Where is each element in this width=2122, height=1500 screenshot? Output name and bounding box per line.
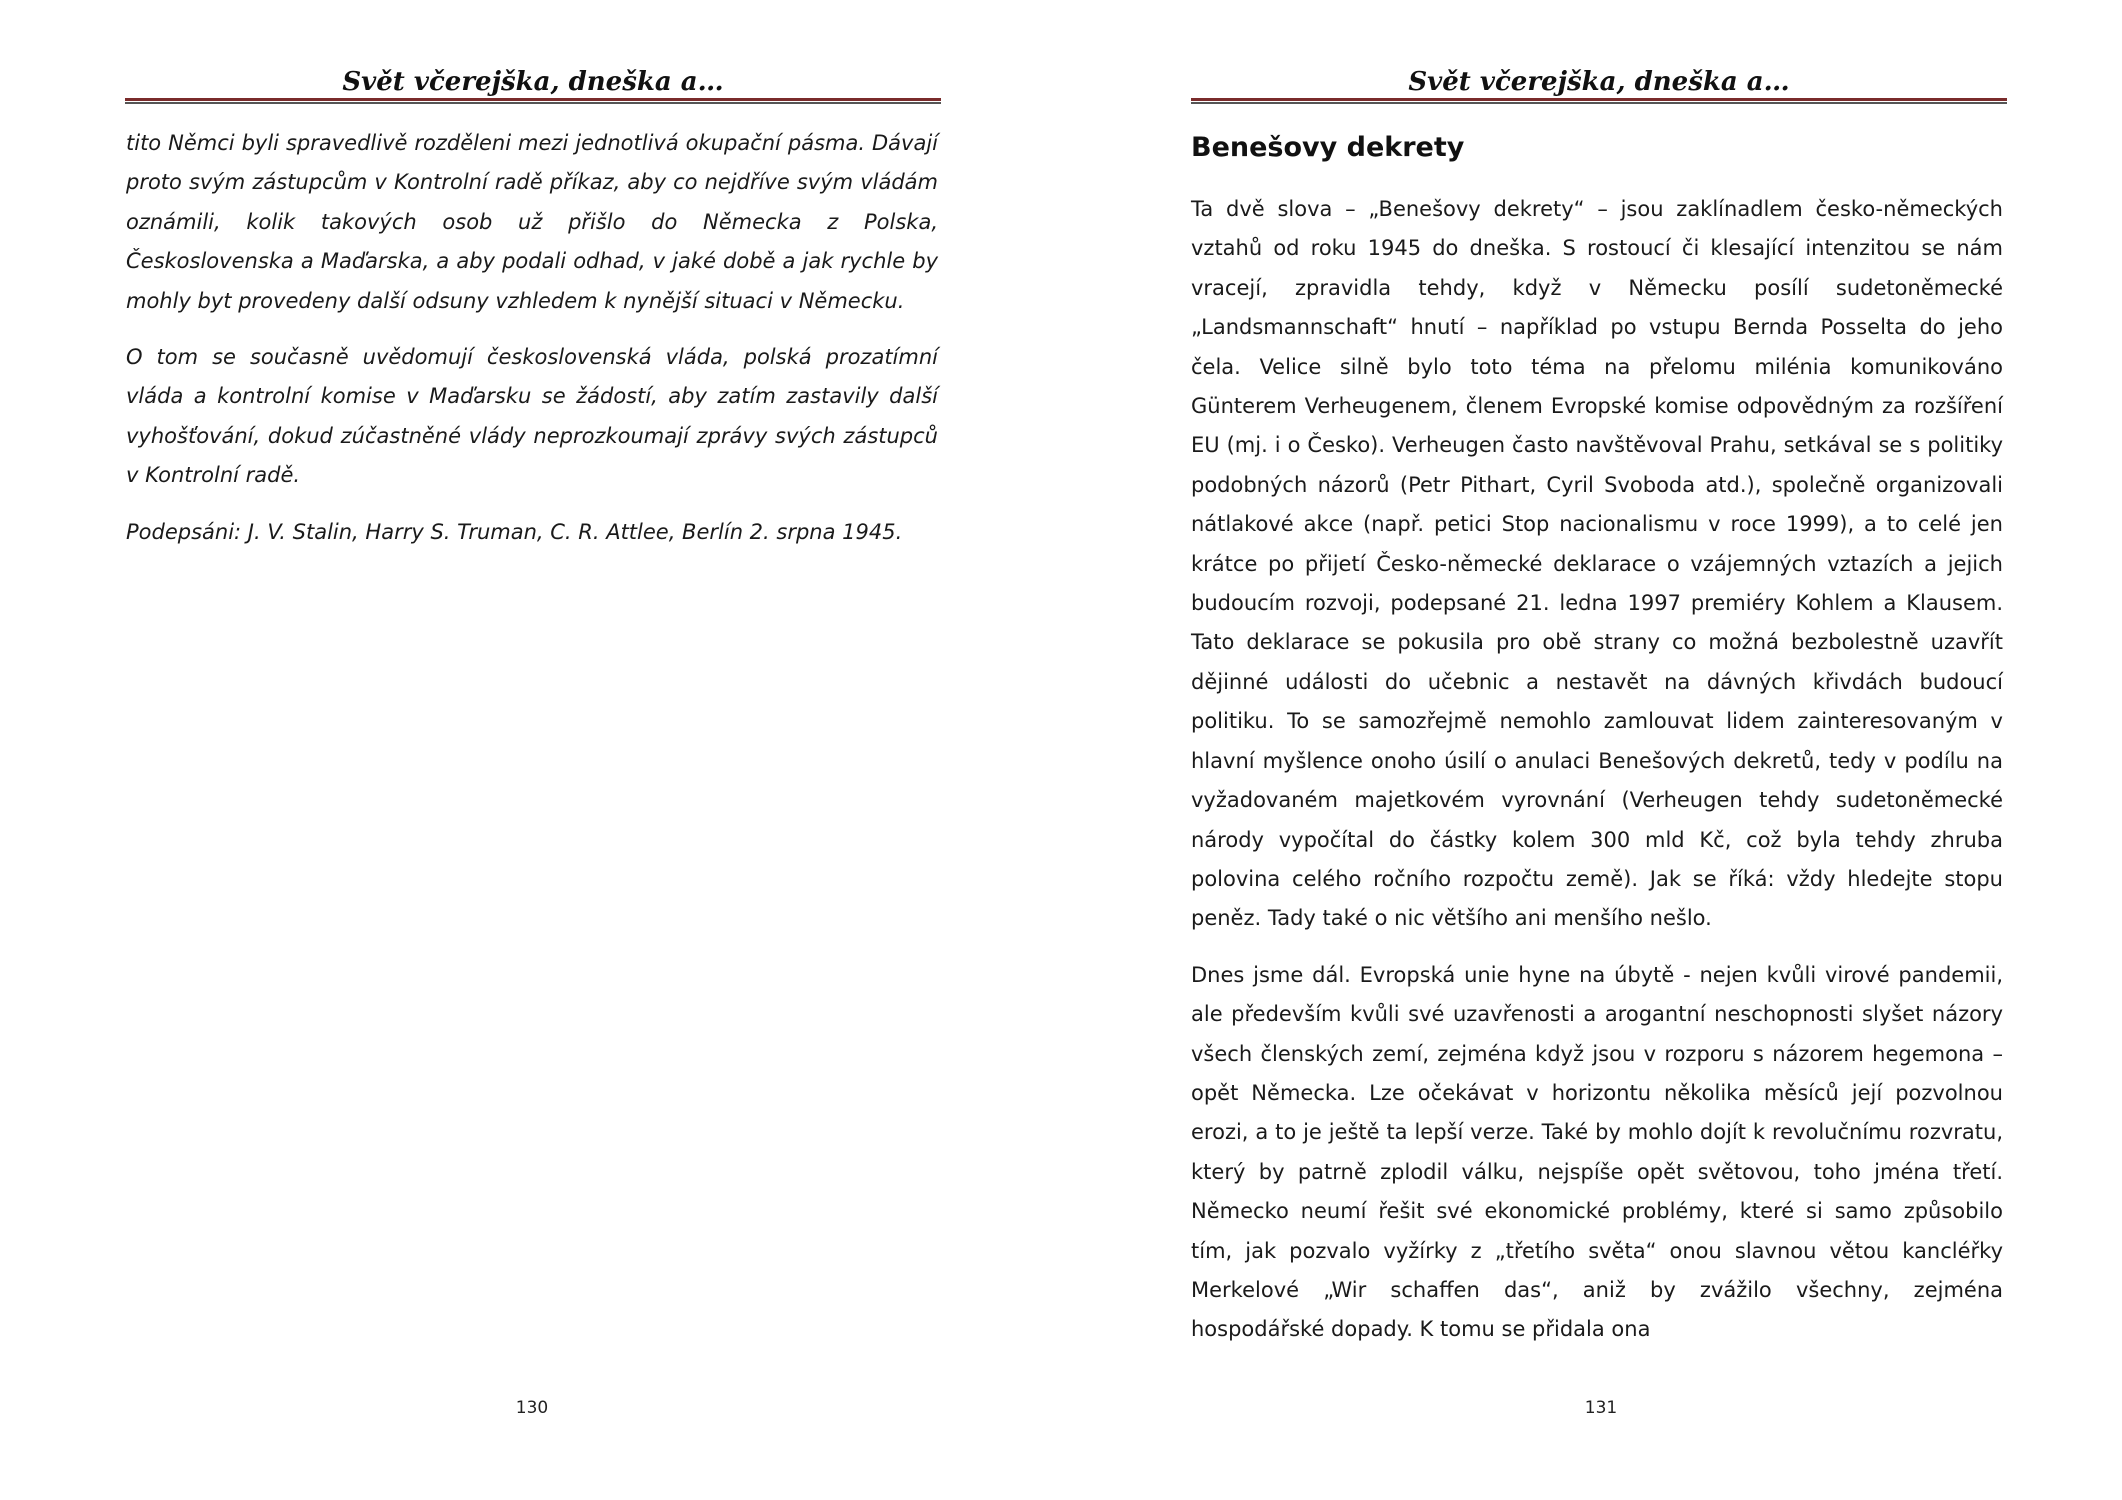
paragraph: tito Němci byli spravedlivě rozděleni mezi jednotlivá okupační pásma. Dávají proto svým zástupcům v Kontrolní radě příkaz, aby co nejdříve svým vládám oznámili, kolik takových osob už přišlo do Německa z Polska, Československa a Maďarska, a aby podali odhad, v jaké době a jak rychle by mohly byt provedeny další odsuny vzhledem k nynější situaci v Německu. xyxy=(126,131,938,313)
body-text xyxy=(1191,124,2003,1367)
paragraph: Ta dvě slova – „Benešovy dekrety“ – jsou zaklínadlem česko-německých vztahů od roku 1945 do dneška. S rostoucí či klesající intenzitou se nám vracejí, zpravidla tehdy, když v Německu posílí sudetoněmecké „Landsmannschaft“ hnutí – například po vstupu Bernda Posselta do jeho čela. Velice silně bylo toto téma na přelomu milénia komunikováno Günterem Verheugenem, členem Evropské komise odpovědným za rozšíření EU (mj. i o Česko). Verheugen často navštěvoval Prahu, setkával se s politiky podobných názorů (Petr Pithart, Cyril Svoboda atd.), společně organizovali nátlakové akce (např. petici Stop nacionalismu v roce 1999), a to celé jen krátce po přijetí Česko-německé deklarace o vzájemných vztazích a jejich budoucím rozvoji, podepsané 21. ledna 1997 premiéry Kohlem a Klausem. Tato deklarace se pokusila pro obě strany co možná bezbolestně uzavřít dějinné události do učebnic a nestavět na dávných křivdách budoucí politiku. To se samozřejmě nemohlo zamlouvat lidem zainteresovaným v hlavní myšlence onoho úsilí o anulaci Benešových dekretů, tedy v podílu na vyžadovaném majetkovém vyrovnání (Verheugen tehdy sudetoněmecké národy vypočítal do částky kolem 300 mld Kč, což byla tehdy zhruba polovina celého ročního rozpočtu země). Jak se říká: vždy hledejte stopu peněz. Tady také o nic většího ani menšího nešlo. xyxy=(1191,197,2003,931)
right-page xyxy=(1061,0,2122,1500)
body-text xyxy=(126,124,938,569)
signature-paragraph: Podepsáni: J. V. Stalin, Harry S. Truman, C. R. Attlee, Berlín 2. srpna 1945. xyxy=(126,519,903,544)
header-rule xyxy=(1191,98,2007,104)
page-number: 131 xyxy=(1584,1398,1618,1418)
section-title: Benešovy dekrety xyxy=(1191,132,1465,163)
header-rule xyxy=(125,98,941,104)
running-header: Svět včerejška, dneška a… xyxy=(342,67,724,97)
paragraph: O tom se současně uvědomují československá vláda, polská prozatímní vláda a kontrolní komise v Maďarsku se žádostí, aby zatím zastavily další vyhošťování, dokud zúčastněné vlády neprozkoumají zprávy svých zástupců v Kontrolní radě. xyxy=(126,345,938,488)
running-header: Svět včerejška, dneška a… xyxy=(1408,67,1790,97)
paragraph: Dnes jsme dál. Evropská unie hyne na úbytě - nejen kvůli virové pandemii, ale především kvůli své uzavřenosti a arogantní neschopnosti slyšet názory všech členských zemí, zejména když jsou v rozporu s názorem hegemona – opět Německa. Lze očekávat v horizontu několika měsíců její pozvolnou erozi, a to je ještě ta lepší verze. Také by mohlo dojít k revolučnímu rozvratu, který by patrně zplodil válku, nejspíše opět světovou, toho jména třetí. Německo neumí řešit své ekonomické problémy, které si samo způsobilo tím, jak pozvalo vyžírky z „třetího světa“ onou slavnou větou kancléřky Merkelové „Wir schaffen das“, aniž by zvážilo všechny, zejména hospodářské dopady. K tomu se přidala ona xyxy=(1191,962,2003,1342)
page-number: 130 xyxy=(515,1398,549,1418)
